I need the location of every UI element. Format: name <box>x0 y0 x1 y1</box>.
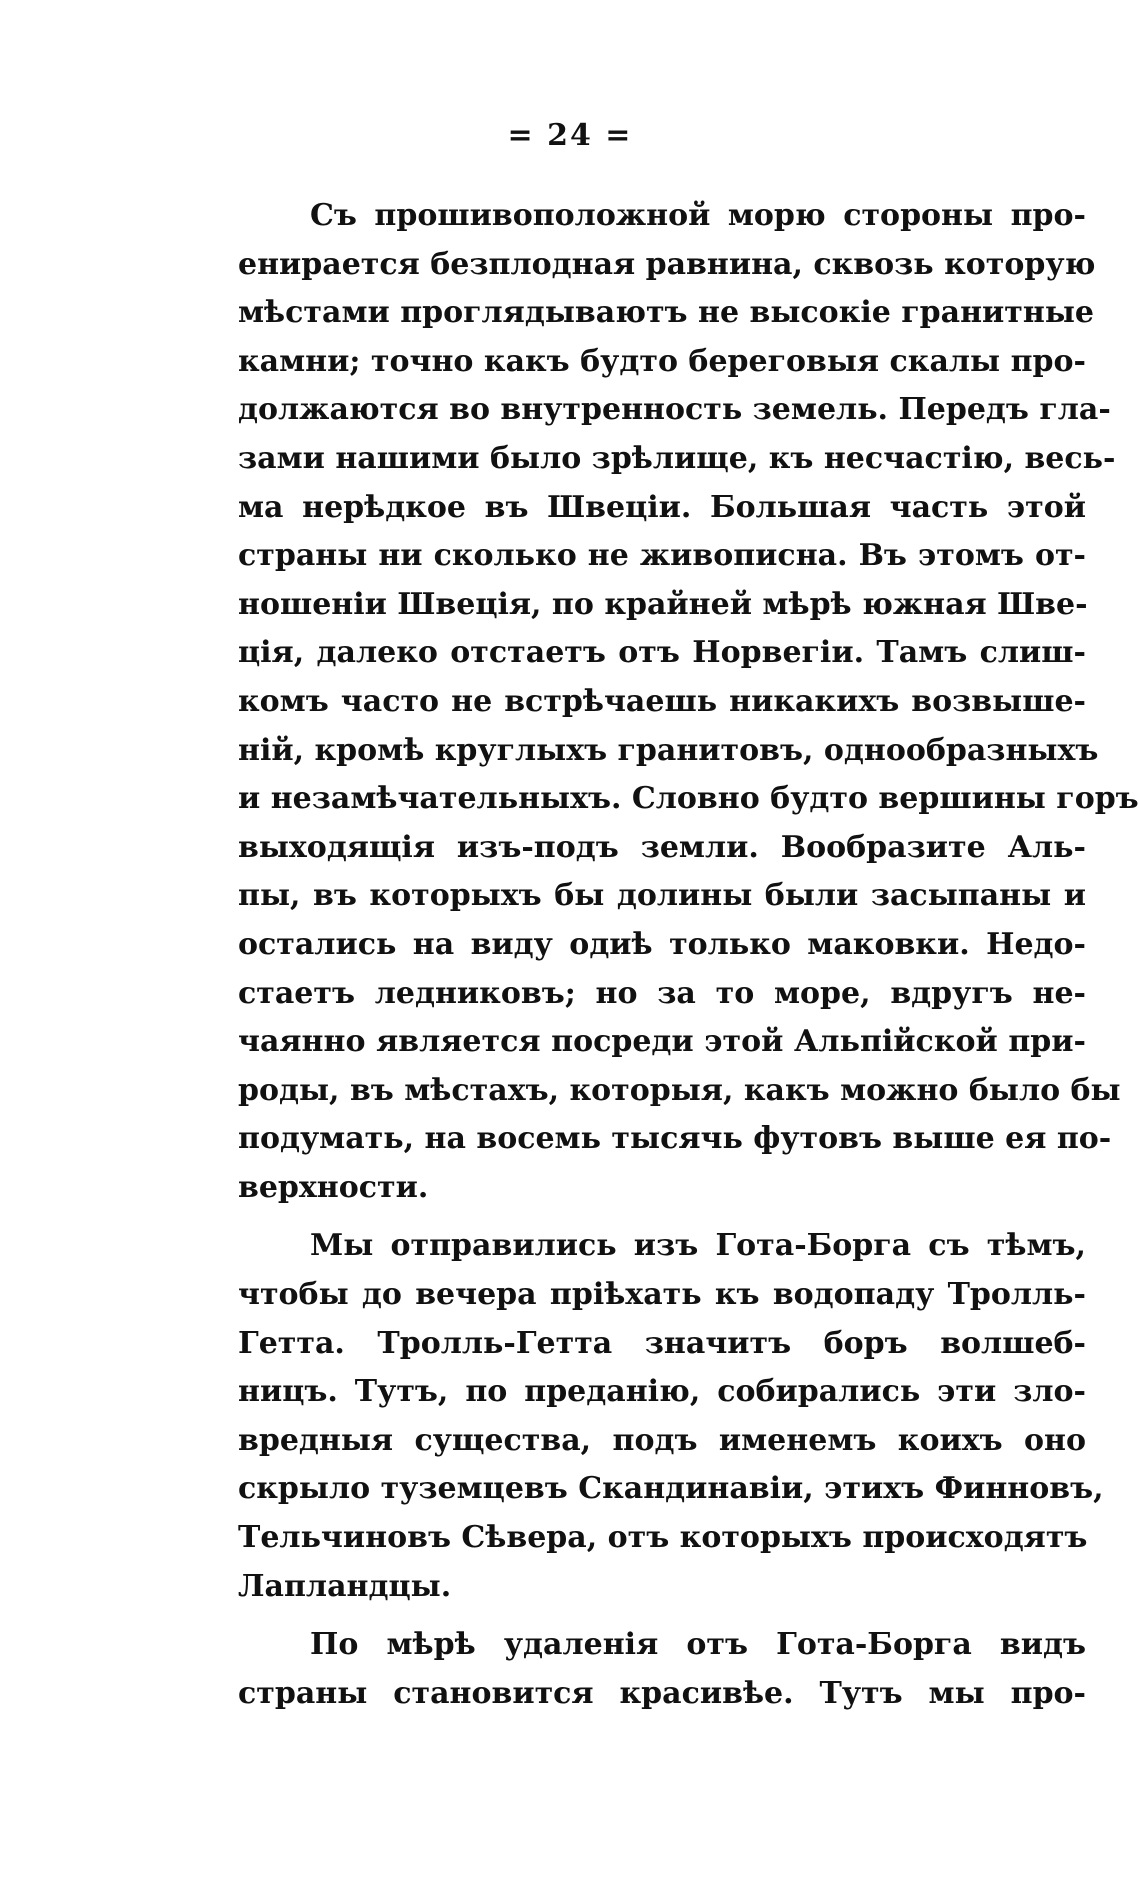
text-line: подумать, на восемь тысячь футовъ выше ея по- <box>238 1121 1112 1157</box>
text-line: страны ни сколько не живописна. Въ этомъ от- <box>238 538 1086 574</box>
body-text <box>238 192 1139 1718</box>
text-line: вредныя существа, подъ именемъ коихъ оно <box>238 1422 1086 1458</box>
text-line: зами нашими было зрѣлище, къ несчастію, весь- <box>238 440 1116 476</box>
text-line: должаются во внутренность земель. Передъ гла- <box>238 392 1111 428</box>
text-line: ма нерѣдкое въ Швеціи. Большая часть этой <box>238 489 1086 525</box>
text-line: пы, въ которыхъ бы долины были засыпаны и <box>238 878 1086 914</box>
text-line: комъ часто не встрѣчаешь никакихъ возвыше- <box>238 683 1086 719</box>
paragraph-1 <box>238 192 1139 1212</box>
text-line: енирается безплодная равнина, сквозь которую <box>238 246 1096 282</box>
text-line: скрыло туземцевъ Скандинавіи, этихъ Финновъ, <box>238 1471 1104 1507</box>
page-number-header: = 24 = <box>507 118 633 153</box>
text-line: мѣстами проглядываютъ не высокіе гранитные <box>238 295 1094 331</box>
paragraph-3 <box>238 1621 1086 1718</box>
text-line: роды, въ мѣстахъ, которыя, какъ можно было бы <box>238 1072 1121 1108</box>
text-line: Тельчиновъ Сѣвера, отъ которыхъ происходятъ <box>238 1520 1088 1556</box>
text-line: Съ прошивоположной морю стороны про- <box>310 198 1086 233</box>
text-line: Гетта. Тролль-Гетта значитъ боръ волшеб- <box>238 1325 1086 1361</box>
text-line: ція, далеко отстаетъ отъ Норвегіи. Тамъ слиш- <box>238 635 1086 671</box>
paragraph-2 <box>238 1222 1104 1611</box>
text-line: стаетъ ледниковъ; но за то море, вдругъ не- <box>238 975 1086 1011</box>
text-line: По мѣрѣ удаленія отъ Гота-Борга видъ <box>310 1627 1086 1663</box>
text-line: чаянно является посреди этой Альпійской при- <box>238 1024 1086 1060</box>
text-line: страны становится красивѣе. Тутъ мы про- <box>238 1675 1086 1711</box>
text-line: ницъ. Тутъ, по преданію, собирались эти зло- <box>238 1374 1086 1410</box>
text-line: ношеніи Швеція, по крайней мѣрѣ южная Шве- <box>238 586 1088 622</box>
text-line: чтобы до вечера пріѣхать къ водопаду Тролль- <box>238 1277 1086 1313</box>
text-line: ній, кромѣ круглыхъ гранитовъ, однообразныхъ <box>238 732 1099 768</box>
text-line: и незамѣчательныхъ. Словно будто вершины горъ <box>238 781 1139 817</box>
text-line: остались на виду одиѣ только маковки. Недо- <box>238 926 1086 962</box>
text-line: Лапландцы. <box>238 1568 452 1604</box>
text-line: верхности. <box>238 1169 429 1205</box>
text-line: Мы отправились изъ Гота-Борга съ тѣмъ, <box>310 1228 1086 1264</box>
text-line: выходящія изъ-подъ земли. Вообразите Аль- <box>238 829 1086 865</box>
text-line: камни; точно какъ будто береговыя скалы про- <box>238 343 1086 379</box>
